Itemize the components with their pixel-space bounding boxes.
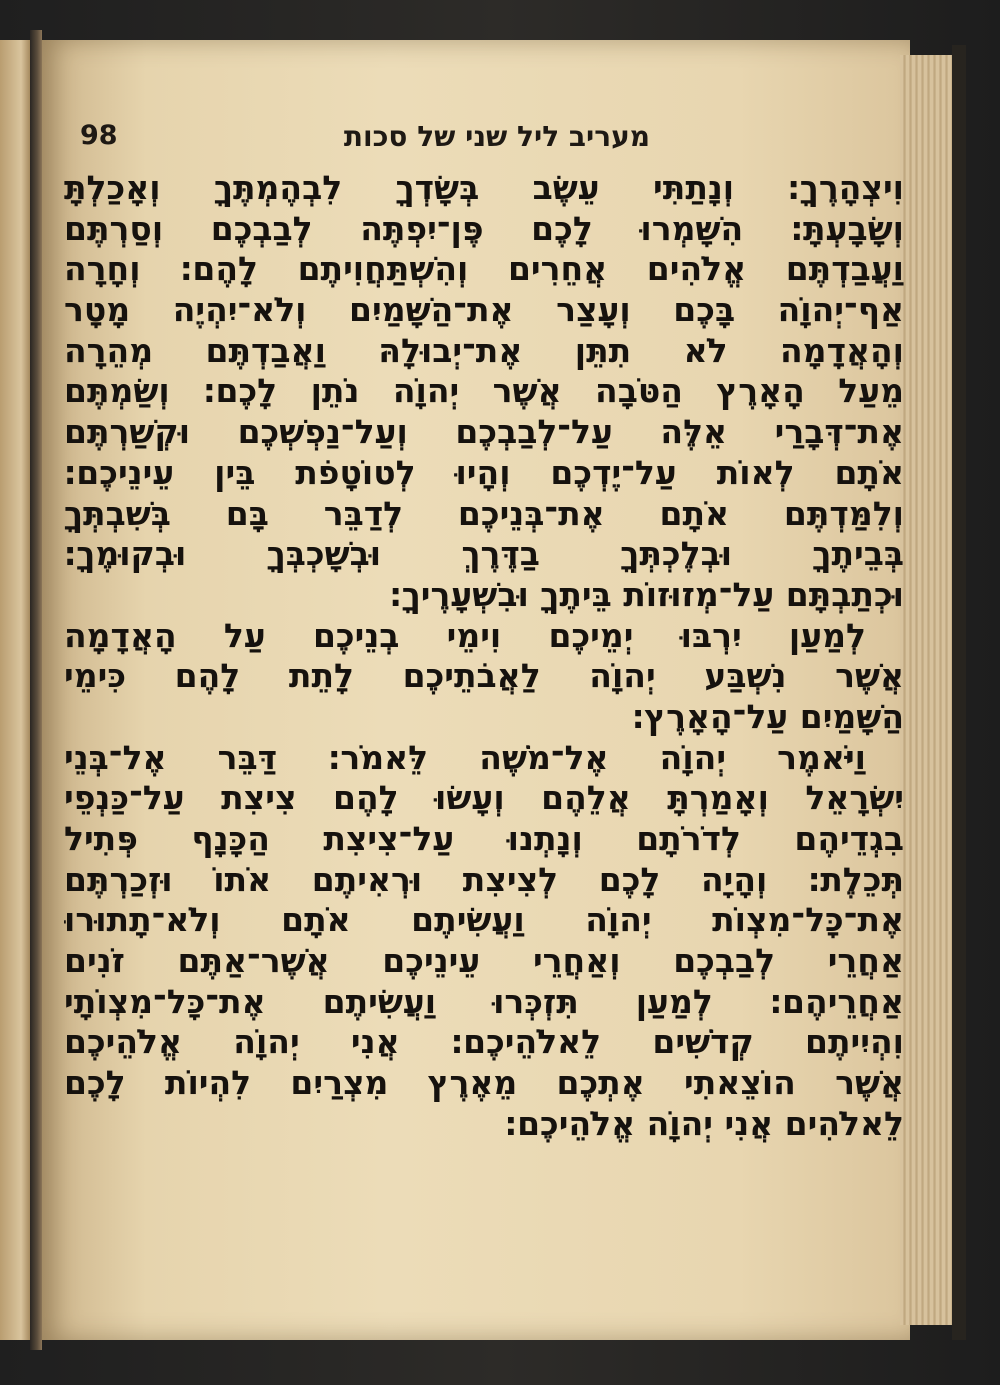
text-line: מֵעַל הָאָרֶץ הַטֹּבָה אֲשֶׁר יְהוָֹה נֹתֵן לָכֶם׃ וְשַׂמְתֶּם <box>64 371 904 411</box>
text-line: וְהָאֲדָמָה לֹא תִתֵּן אֶת־יְבוּלָהּ וַאֲבַדְתֶּם מְהֵרָה <box>64 330 904 370</box>
text-line: וִיצְהָרֶךָ׃ וְנָתַתִּי עֵשֶׂב בְּשָׂדְךָ לִבְהֶמְתֶּךָ וְאָכַלְתָּ <box>64 168 904 207</box>
text-line: אֲשֶׁר הוֹצֵאתִי אֶתְכֶם מֵאֶרֶץ מִצְרַיִם לִהְיוֹת לָכֶם <box>64 1063 904 1103</box>
text-line: וַעֲבַדְתֶּם אֱלֹהִים אֲחֵרִים וְהִשְׁתַּחֲוִיתֶם לָהֶם׃ וְחָרָה <box>64 249 904 289</box>
text-line: אֶת־דְּבָרַי אֵלֶּה עַל־לְבַבְכֶם וְעַל־נַפְשְׁכֶם וּקְשַׁרְתֶּם <box>64 412 904 452</box>
text-line: לְמַעַן יִרְבּוּ יְמֵיכֶם וִימֵי בְנֵיכֶם עַל הָאֲדָמָה <box>64 615 866 655</box>
prayer-text <box>64 168 904 1145</box>
text-line: לֵאלֹהִים אֲנִי יְהוָֹה אֱלֹהֵיכֶם׃ <box>504 1103 904 1143</box>
text-line: אַף־יְהוָֹה בָּכֶם וְעָצַר אֶת־הַשָּׁמַיִם וְלֹא־יִהְיֶה מָטָר <box>64 290 904 330</box>
text-line: יִשְׂרָאֵל וְאָמַרְתָּ אֲלֵהֶם וְעָשׂוּ לָהֶם צִיצִת עַל־כַּנְפֵי <box>64 778 904 818</box>
text-line: וְשָׂבָעְתָּ׃ הִשָּׁמְרוּ לָכֶם פֶּן־יִפְתֶּה לְבַבְכֶם וְסַרְתֶּם <box>64 208 904 248</box>
text-line: אֶת־כָּל־מִצְוֹת יְהוָֹה וַעֲשִׂיתֶם אֹתָם וְלֹא־תָתוּרוּ <box>64 900 904 940</box>
text-line: תְּכֵלֶת׃ וְהָיָה לָכֶם לְצִיצִת וּרְאִיתֶם אֹתוֹ וּזְכַרְתֶּם <box>64 859 904 899</box>
page-number: 98 <box>80 120 118 151</box>
text-line: אֹתָם לְאוֹת עַל־יֶדְכֶם וְהָיוּ לְטוֹטָפֹת בֵּין עֵינֵיכֶם׃ <box>64 452 904 492</box>
text-line: וְלִמַּדְתֶּם אֹתָם אֶת־בְּנֵיכֶם לְדַבֵּר בָּם בְּשִׁבְתְּךָ <box>64 493 904 533</box>
facing-page-edge <box>0 40 30 1340</box>
page-header <box>40 120 820 168</box>
book-gutter <box>30 30 42 1350</box>
book-cover-edge <box>952 45 966 1340</box>
text-line: אַחֲרֵי לְבַבְכֶם וְאַחֲרֵי עֵינֵיכֶם אֲשֶׁר־אַתֶּם זֹנִים <box>64 941 904 981</box>
page-stack-edges <box>900 55 954 1325</box>
text-line: אַחֲרֵיהֶם׃ לְמַעַן תִּזְכְּרוּ וַעֲשִׂיתֶם אֶת־כָּל־מִצְוֹתָי <box>64 981 904 1021</box>
text-line: וּכְתַבְתָּם עַל־מְזוּזוֹת בֵּיתֶךָ וּבִשְׁעָרֶיךָ׃ <box>389 574 904 614</box>
running-title: מעריב ליל שני של סכות <box>343 120 650 153</box>
text-line: וַיֹּאמֶר יְהוָֹה אֶל־מֹשֶׁה לֵּאמֹר׃ דַּבֵּר אֶל־בְּנֵי <box>64 737 866 777</box>
text-line: הַשָּׁמַיִם עַל־הָאָרֶץ׃ <box>631 696 904 736</box>
text-line: אֲשֶׁר נִשְׁבַּע יְהוָֹה לַאֲבֹתֵיכֶם לָתֵת לָהֶם כִּימֵי <box>64 656 904 696</box>
text-line: וִהְיִיתֶם קְדֹשִׁים לֵאלֹהֵיכֶם׃ אֲנִי יְהוָֹה אֱלֹהֵיכֶם <box>64 1022 904 1062</box>
text-line: בִגְדֵיהֶם לְדֹרֹתָם וְנָתְנוּ עַל־צִיצִת הַכָּנָף פְּתִיל <box>64 819 904 858</box>
text-line: בְּבֵיתֶךָ וּבְלֶכְתְּךָ בַדֶּרֶךְ וּבְשָׁכְבְּךָ וּבְקוּמֶךָ׃ <box>64 534 904 574</box>
